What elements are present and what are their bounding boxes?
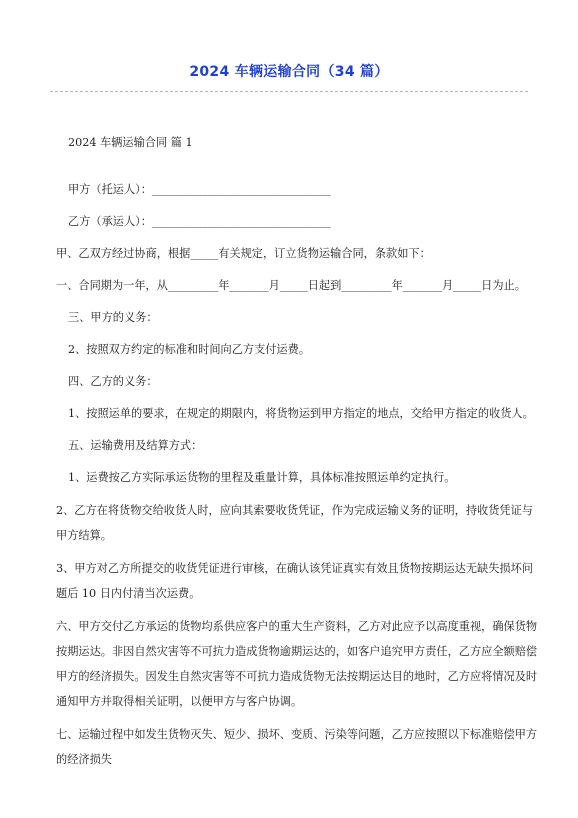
- contract-body: [56, 136, 544, 785]
- clause-seven: 七、运输过程中如发生货物灭失、短少、损坏、变质、污染等问题，乙方应按照以下标准赔偿甲方的经济损失: [56, 728, 538, 766]
- fees-item-2: 2、乙方在将货物交给收货人时，应向其索要收货凭证，作为完成运输义务的证明，持收货凭证与甲方结算。: [56, 504, 533, 542]
- document-title: 2024 车辆运输合同（34 篇）: [189, 64, 389, 80]
- fees-heading: 五、运输费用及结算方式：: [68, 439, 203, 452]
- party-a-line: 甲方（托运人）：________________________________: [68, 183, 331, 196]
- party-b-duty-1: 1、按照运单的要求，在规定的期限内，将货物运到甲方指定的地点，交给甲方指定的收货人。: [68, 407, 534, 420]
- title-divider: [50, 91, 528, 92]
- preamble-line: 甲、乙双方经过协商，根据_____有关规定，订立货物运输合同，条款如下：: [56, 247, 431, 260]
- clause-six: 六、甲方交付乙方承运的货物均系供应客户的重大生产资料，乙方对此应予以高度重视，确保货物按期运达。非因自然灾害等不可抗力造成货物逾期运达的，如客户追究甲方责任，乙方应全额赔偿甲方的经济损失。因发生自然灾害等不可抗力造成货物无法按期运达目的地时，乙方应将情况及时通知甲方并取得相关证明，以便甲方与客户协调。: [56, 620, 538, 708]
- party-a-duties-heading: 三、甲方的义务：: [68, 311, 158, 324]
- term-line: 一、合同期为一年，从_________年_______月_____日起到_________年_______月_____日为止。: [56, 279, 526, 292]
- party-a-duty-2: 2、按照双方约定的标准和时间向乙方支付运费。: [68, 343, 311, 356]
- party-b-line: 乙方（承运人）：________________________________: [68, 215, 331, 228]
- section-title: 2024 车辆运输合同 篇 1: [68, 136, 193, 149]
- party-b-duties-heading: 四、乙方的义务：: [68, 375, 158, 388]
- fees-item-3: 3、甲方对乙方所提交的收货凭证进行审核，在确认该凭证真实有效且货物按期运达无缺失损坏问题后 10 日内付清当次运费。: [56, 562, 533, 600]
- fees-item-1: 1、运费按乙方实际承运货物的里程及重量计算，具体标准按照运单约定执行。: [68, 471, 456, 484]
